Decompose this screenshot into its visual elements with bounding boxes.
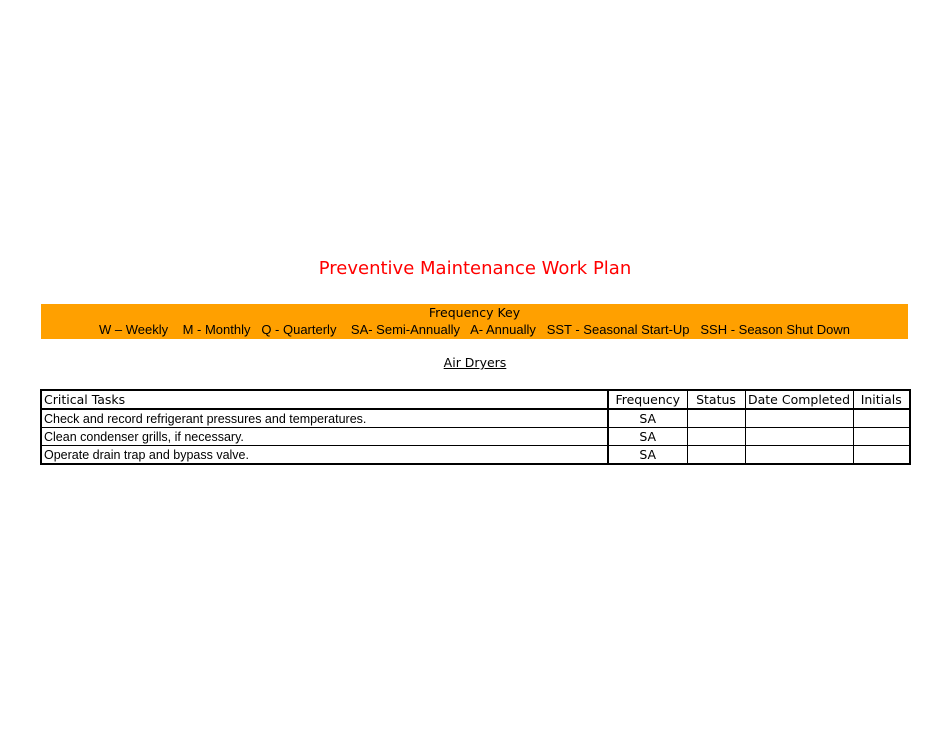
frequency-cell: SA [608, 446, 687, 465]
task-cell: Clean condenser grills, if necessary. [41, 428, 608, 446]
initials-cell[interactable] [853, 446, 910, 465]
table-row [41, 428, 910, 446]
column-header-status: Status [687, 390, 745, 409]
page-title: Preventive Maintenance Work Plan [318, 258, 632, 279]
task-cell: Check and record refrigerant pressures and temperatures. [41, 409, 608, 428]
initials-cell[interactable] [853, 428, 910, 446]
column-header-date-completed: Date Completed [745, 390, 853, 409]
table-header-row [41, 390, 910, 409]
status-cell[interactable] [687, 428, 745, 446]
column-header-initials: Initials [853, 390, 910, 409]
frequency-cell: SA [608, 409, 687, 428]
status-cell[interactable] [687, 409, 745, 428]
date-completed-cell[interactable] [745, 446, 853, 465]
frequency-cell: SA [608, 428, 687, 446]
frequency-key-codes: W – Weekly M - Monthly Q - Quarterly SA- Semi-Annually A- Annually SST - Seasonal Start-Up SSH - Season Shut Down [99, 322, 850, 337]
section-title: Air Dryers [443, 355, 507, 370]
column-header-frequency: Frequency [608, 390, 687, 409]
status-cell[interactable] [687, 446, 745, 465]
date-completed-cell[interactable] [745, 428, 853, 446]
table-row [41, 446, 910, 465]
table-row [41, 409, 910, 428]
frequency-key-title: Frequency Key [428, 305, 521, 320]
column-header-critical-tasks: Critical Tasks [41, 390, 608, 409]
task-cell: Operate drain trap and bypass valve. [41, 446, 608, 465]
section-title-wrapper [0, 354, 950, 372]
date-completed-cell[interactable] [745, 409, 853, 428]
frequency-key-banner [41, 304, 908, 339]
critical-tasks-table [40, 389, 911, 465]
initials-cell[interactable] [853, 409, 910, 428]
